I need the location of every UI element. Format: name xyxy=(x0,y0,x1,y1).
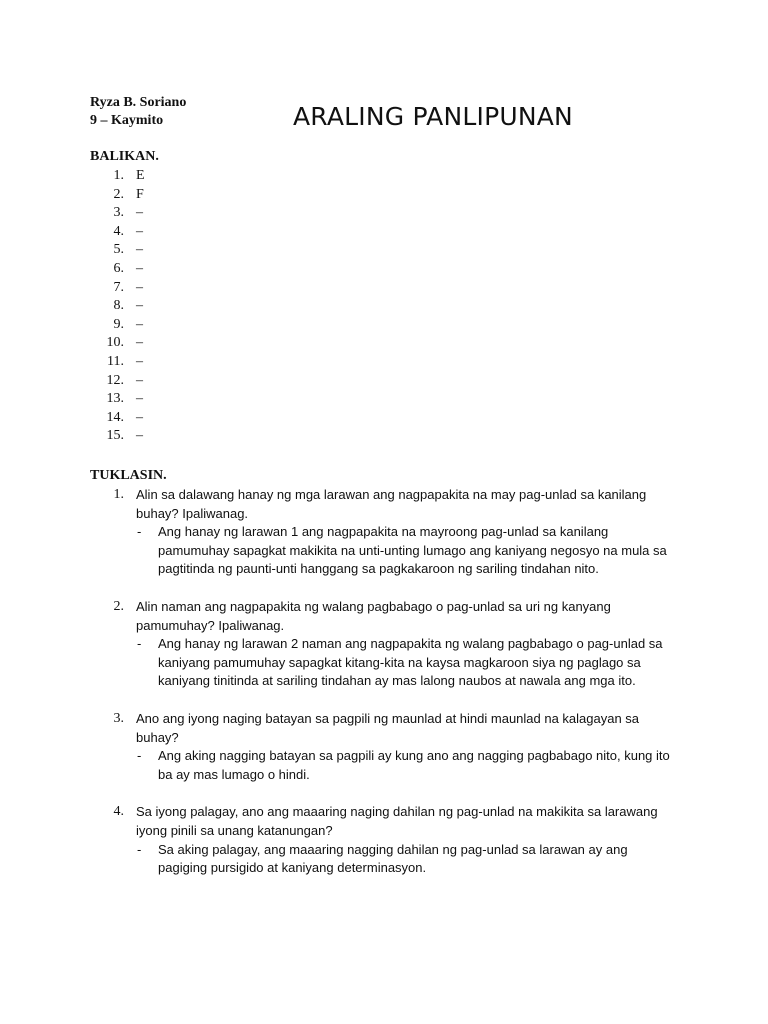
list-item xyxy=(0,334,768,353)
answer-bullet: - xyxy=(137,841,142,857)
item-number: 14. xyxy=(106,409,124,425)
item-number: 2. xyxy=(113,186,124,202)
answer-bullet: - xyxy=(137,636,142,652)
answer-item xyxy=(0,523,768,579)
answer-bullet: - xyxy=(137,748,142,764)
question-text: Alin sa dalawang hanay ng mga larawan ang nagpapakita na may pag-unlad sa kanilang buhay? Ipaliwanag. xyxy=(136,487,647,521)
list-item xyxy=(0,390,768,409)
document-title: ARALING PANLIPUNAN xyxy=(293,102,573,131)
item-answer: – xyxy=(136,260,143,276)
item-number: 9. xyxy=(113,316,124,332)
answer-item xyxy=(0,841,768,878)
item-number: 7. xyxy=(113,279,124,295)
item-number: 15. xyxy=(106,428,124,444)
item-answer: – xyxy=(136,391,143,407)
list-item xyxy=(0,241,768,260)
item-number: 10. xyxy=(106,335,124,351)
question-text: Ano ang iyong naging batayan sa pagpili ng maunlad at hindi maunlad na kalagayan sa buhay? xyxy=(136,710,640,745)
answer-item xyxy=(0,635,768,691)
item-number: 6. xyxy=(113,260,124,276)
tuklasin-list xyxy=(0,486,768,878)
list-item xyxy=(0,223,768,242)
answer-text: Ang aking nagging batayan sa pagpili ay kung ano ang nagging pagbabago nito, kung ito ba ay mas lumago o hindi. xyxy=(158,748,670,782)
question-item xyxy=(0,598,768,691)
answer-bullet: - xyxy=(137,524,142,540)
item-answer: – xyxy=(136,298,143,314)
item-number: 3. xyxy=(113,205,124,221)
question-number: 1. xyxy=(113,487,124,502)
item-answer: – xyxy=(136,335,143,351)
item-answer: – xyxy=(136,223,143,239)
item-answer: – xyxy=(136,316,143,332)
list-item xyxy=(0,427,768,446)
list-item xyxy=(0,204,768,223)
answer-item xyxy=(0,747,768,784)
list-item xyxy=(0,316,768,335)
item-answer: F xyxy=(136,186,144,202)
question-text: Alin naman ang nagpapakita ng walang pagbabago o pag-unlad sa uri ng kanyang pamumuhay? Ipaliwanag. xyxy=(136,598,611,633)
question-text: Sa iyong palagay, ano ang maaaring naging dahilan ng pag-unlad na makikita sa larawang iyong pinili sa unang katanungan? xyxy=(136,804,658,838)
answer-text: Sa aking palagay, ang maaaring nagging dahilan ng pag-unlad sa larawan ay ang pagiging pursigido at kaniyang determinasyon. xyxy=(158,841,628,876)
list-item xyxy=(0,260,768,279)
question-item xyxy=(0,803,768,877)
item-number: 1. xyxy=(113,168,124,183)
item-answer: – xyxy=(136,409,143,425)
question-item xyxy=(0,486,768,579)
question-number: 2. xyxy=(113,598,124,614)
item-answer: – xyxy=(136,242,143,258)
tuklasin-heading: TUKLASIN. xyxy=(90,468,167,483)
item-number: 11. xyxy=(107,353,124,369)
item-answer: – xyxy=(136,279,143,295)
balikan-heading: BALIKAN. xyxy=(90,149,159,164)
list-item xyxy=(0,353,768,372)
item-number: 4. xyxy=(113,223,124,239)
student-section: 9 – Kaymito xyxy=(90,113,164,128)
student-name: Ryza B. Soriano xyxy=(90,95,187,110)
list-item xyxy=(0,186,768,205)
question-item xyxy=(0,710,768,784)
list-item xyxy=(0,279,768,298)
item-number: 8. xyxy=(113,298,124,314)
item-answer: E xyxy=(136,168,145,183)
question-number: 3. xyxy=(113,710,124,726)
item-answer: – xyxy=(136,353,143,369)
balikan-list xyxy=(0,167,768,446)
item-number: 12. xyxy=(106,372,124,388)
list-item xyxy=(0,409,768,428)
answer-text: Ang hanay ng larawan 1 ang nagpapakita na mayroong pag-unlad sa kanilang pamumuhay sapagkat makikita na unti-unting lumago ang kaniyang negosyo na mula sa pagtitinda ng paunti-unti hanggang sa pagkakaroon ng sariling tindahan nito. xyxy=(158,524,667,577)
answer-text: Ang hanay ng larawan 2 naman ang nagpapakita ng walang pagbabago o pag-unlad sa kaniyang pamumuhay sapagkat kitang-kita na kaysa magkaroon siya ng paglago sa kaniyang tinitinda at sariling tindahan ay mas lalong naubos at nawala ang mga ito. xyxy=(158,636,663,689)
list-item xyxy=(0,167,768,186)
question-number: 4. xyxy=(113,804,124,820)
list-item xyxy=(0,297,768,316)
item-number: 13. xyxy=(106,391,124,407)
item-answer: – xyxy=(136,205,143,221)
item-number: 5. xyxy=(113,242,124,258)
item-answer: – xyxy=(136,372,143,388)
item-answer: – xyxy=(136,428,143,444)
list-item xyxy=(0,372,768,391)
